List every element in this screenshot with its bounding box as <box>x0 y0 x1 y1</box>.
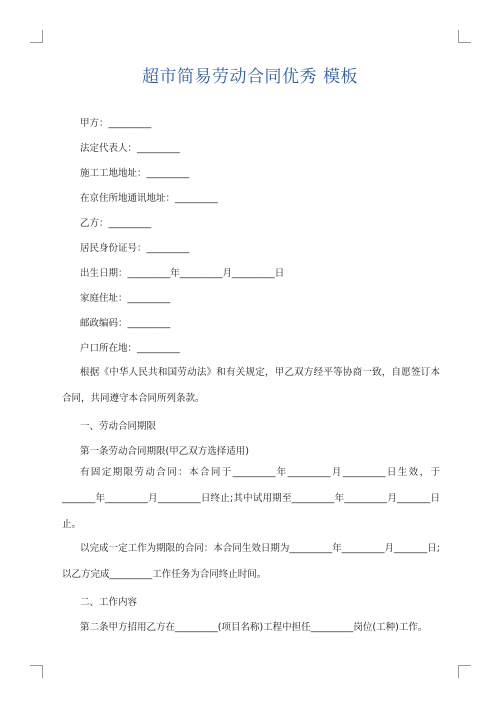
crop-mark-bottom-left <box>30 665 43 678</box>
section-1-heading: 一、劳动合同期限 <box>80 421 157 432</box>
article-2-text: 第二条甲方招用乙方在_________(项目名称)工程中担任_________岗位(工种)工作。 <box>80 622 428 633</box>
field-home-address: 家庭住址：_________ <box>80 293 171 304</box>
field-party-b: 乙方：_________ <box>80 218 152 229</box>
field-beijing-address: 在京住所地通讯地址：_________ <box>80 193 218 204</box>
crop-mark-top-left <box>30 30 43 43</box>
field-id-number: 居民身份证号：_________ <box>80 243 190 254</box>
section-2-heading: 二、工作内容 <box>80 597 138 608</box>
article-1-fixed-term: 有固定期限劳动合同：本合同于_________年_________月_________日生效，于_______年_________月_________日终止;其中试用期至_________年_________月_______日止。 <box>62 467 440 530</box>
article-1-task-term: 以完成一定工作为期限的合同：本合同生效日期为_________年_________月_______日;以乙方完成_________工作任务为合同终止时间。 <box>62 543 440 580</box>
field-hukou: 户口所在地：_________ <box>80 343 180 354</box>
field-birth-date: 出生日期：_________年_________月_________日 <box>80 268 285 279</box>
field-postal-code: 邮政编码：_________ <box>80 318 171 329</box>
document-title: 超市简易劳动合同优秀 模板 <box>142 67 358 87</box>
field-party-a: 甲方：_________ <box>80 118 152 129</box>
crop-mark-top-right <box>458 30 471 43</box>
field-site-address: 施工工地地址：_________ <box>80 168 190 179</box>
field-legal-representative: 法定代表人：_________ <box>80 143 180 154</box>
article-1-heading: 第一条劳动合同期限(甲乙双方选择适用) <box>80 446 249 457</box>
intro-paragraph: 根据《中华人民共和国劳动法》和有关规定，甲乙双方经平等协商一致，自愿签订本合同，共同遵守本合同所列条款。 <box>62 367 440 404</box>
crop-mark-bottom-right <box>458 665 471 678</box>
